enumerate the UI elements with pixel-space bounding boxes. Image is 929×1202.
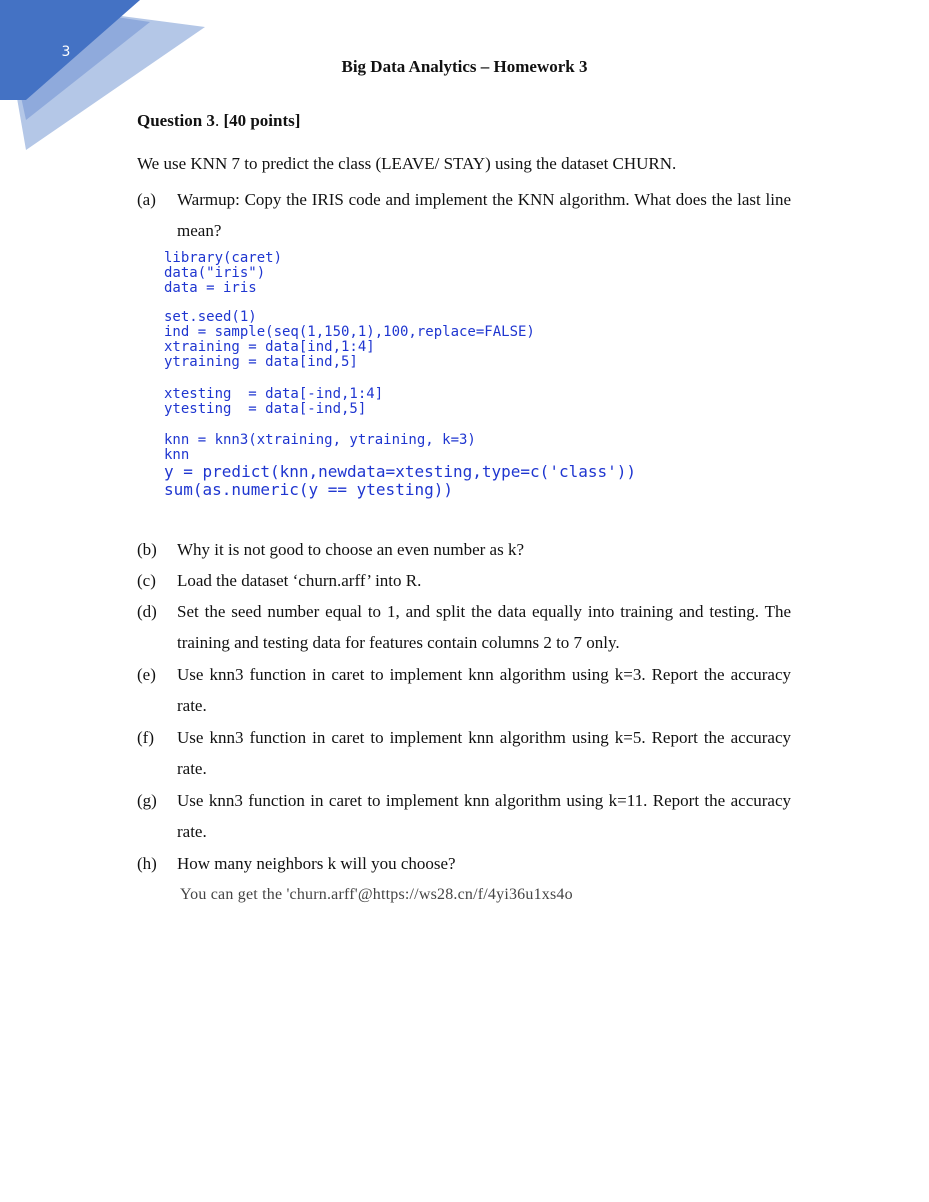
item-mark: (c) (137, 571, 156, 590)
download-hint: You can get the 'churn.arff'@https://ws28.cn/f/4yi36u1xs4o (180, 886, 573, 903)
item-text: Load the dataset ‘churn.arff’ into R. (177, 571, 422, 590)
corner-decoration (0, 0, 210, 160)
page-number: 3 (61, 44, 71, 60)
list-item-a (137, 184, 791, 246)
code-block-test: xtesting = data[-ind,1:4] ytesting = data[-ind,5] (164, 386, 384, 417)
item-text: Why it is not good to choose an even number as k? (177, 540, 525, 559)
item-text: How many neighbors k will you choose? (177, 854, 456, 873)
code-block-predict: y = predict(knn,newdata=xtesting,type=c('class')) sum(as.numeric(y == ytesting)) (164, 462, 637, 499)
item-mark: (h) (137, 854, 157, 873)
item-text: Use knn3 function in caret to implement knn algorithm using k=11. Report the accuracy rate. (177, 791, 791, 841)
item-mark: (a) (137, 190, 156, 209)
item-text: Use knn3 function in caret to implement knn algorithm using k=3. Report the accuracy rate. (177, 665, 791, 715)
item-text: Use knn3 function in caret to implement knn algorithm using k=5. Report the accuracy rate. (177, 728, 791, 778)
item-mark: (d) (137, 602, 157, 621)
question-sep: . (214, 111, 224, 130)
page-title: Big Data Analytics – Homework 3 (341, 57, 588, 76)
question-intro: We use KNN 7 to predict the class (LEAVE/ STAY) using the dataset CHURN. (137, 154, 677, 173)
item-mark: (f) (137, 728, 154, 747)
code-block-split: set.seed(1) ind = sample(seq(1,150,1),100,replace=FALSE) xtraining = data[ind,1:4] ytraining = data[ind,5] (164, 309, 535, 370)
item-text: Set the seed number equal to 1, and split the data equally into training and testing. The training and testing data for features contain columns 2 to 7 only. (177, 602, 791, 652)
code-block-knn: knn = knn3(xtraining, ytraining, k=3) knn (164, 432, 476, 463)
item-mark: (g) (137, 791, 157, 810)
question-label: Question 3 (137, 111, 215, 130)
item-mark: (e) (137, 665, 156, 684)
item-mark: (b) (137, 540, 157, 559)
question-title (137, 111, 300, 131)
item-text: Warmup: Copy the IRIS code and implement the KNN algorithm. What does the last line mean? (177, 190, 791, 240)
question-points: [40 points] (223, 111, 301, 130)
code-block-load: library(caret) data("iris") data = iris (164, 250, 283, 296)
